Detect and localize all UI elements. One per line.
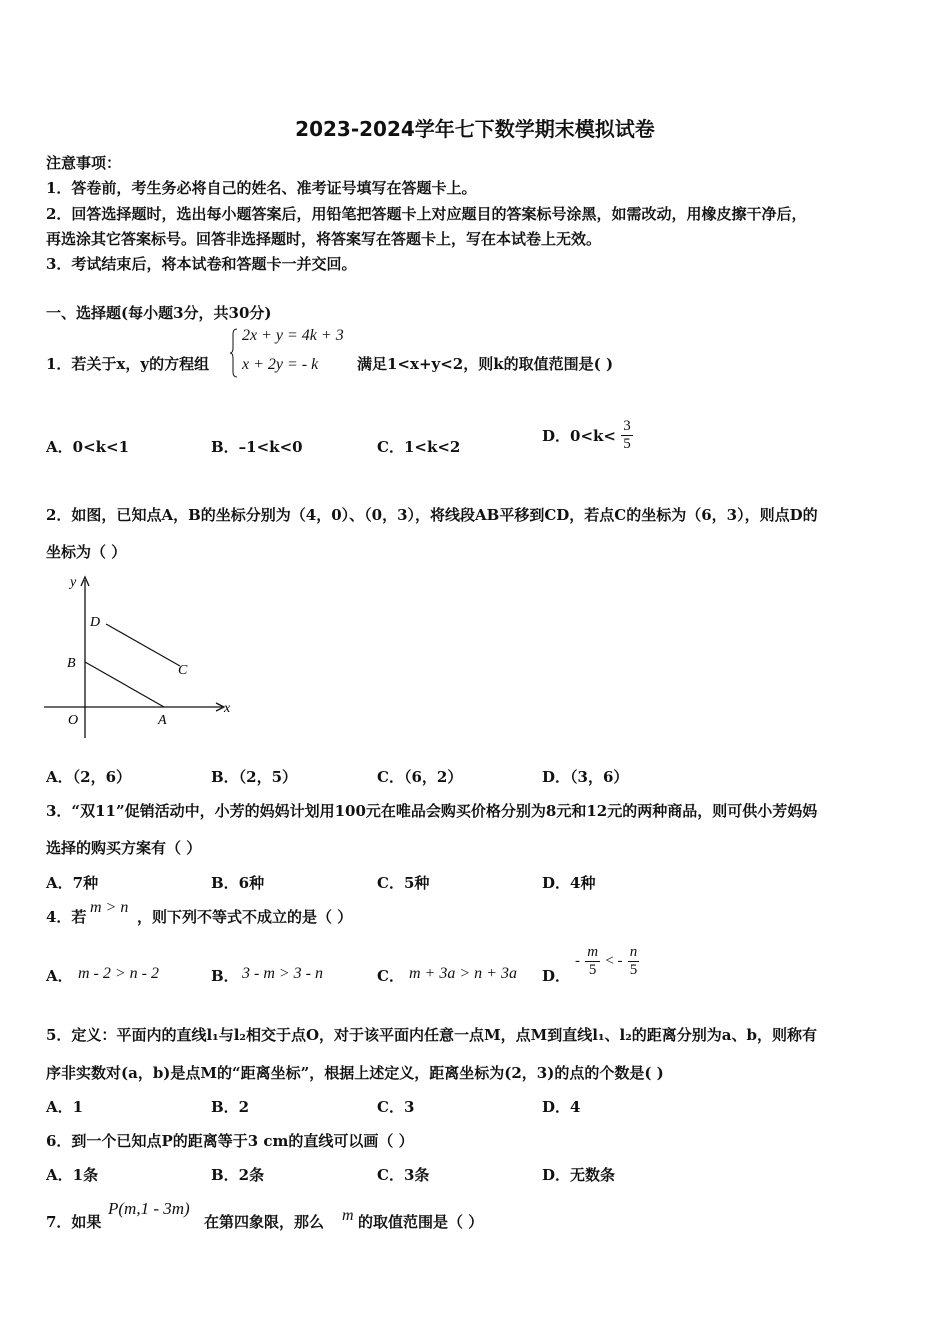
q6-option-d: D．无数条	[542, 1166, 616, 1184]
q6-option-c: C．3条	[377, 1166, 430, 1184]
segment-dc	[106, 624, 180, 666]
q4-option-d-label: D．	[542, 967, 571, 985]
q4-suffix: ，则下列不等式不成立的是（ ）	[137, 908, 353, 926]
q6-option-b: B．2条	[211, 1166, 265, 1184]
q1-suffix: 满足1<x+y<2，则k的取值范围是( )	[357, 355, 614, 373]
q1-equation-1: 2x + y = 4k + 3	[242, 327, 344, 344]
q3-option-a: A．7种	[46, 874, 99, 892]
q1-prefix: 1．若关于x，y的方程组	[46, 355, 210, 373]
q4-option-a-label: A．	[46, 967, 73, 985]
segment-ab	[85, 662, 164, 707]
q4-option-b-label: B．	[211, 967, 239, 985]
q5-line1: 5．定义：平面内的直线l₁与l₂相交于点O，对于该平面内任意一点M，点M到直线l₁、l₂的距离分别为a、b，则称有	[46, 1026, 817, 1044]
q3-option-d: D．4种	[542, 874, 596, 892]
q1-option-a: A．0<k<1	[46, 438, 130, 456]
q5-option-c: C．3	[377, 1098, 415, 1116]
minus-sign: -	[575, 953, 580, 969]
fraction-n-over-5: $\frac{n}{5}$	[629, 944, 638, 978]
point-a-label: A	[158, 713, 167, 728]
less-than-minus: < -	[605, 953, 623, 969]
q1-option-b: B．–1<k<0	[211, 438, 303, 456]
y-label: y	[70, 575, 77, 590]
q7-point: P(m,1 - 3m)	[108, 1199, 190, 1218]
q2-line2: 坐标为（ ）	[46, 543, 127, 561]
q4-prefix: 4．若	[46, 908, 87, 926]
q2-option-d: D．（3，6）	[542, 768, 629, 786]
q4-option-b-math: 3 - m > 3 - n	[242, 965, 324, 982]
q3-line1: 3．“双11”促销活动中，小芳的妈妈计划用100元在唯品会购买价格分别为8元和12元的两种商品，则可供小芳妈妈	[46, 802, 818, 820]
fraction-m-over-5: $\frac{m}{5}$	[587, 944, 599, 978]
q5-line2: 序非实数对(a，b)是点M的“距离坐标”，根据上述定义，距离坐标为(2，3)的点的个数是( )	[46, 1064, 664, 1082]
note-item: 2．回答选择题时，选出每小题答案后，用铅笔把答题卡上对应题目的答案标号涂黑，如需改动，用橡皮擦干净后，	[46, 205, 807, 223]
q4-option-a-math: m - 2 > n - 2	[78, 965, 160, 982]
q4-option-c-label: C．	[377, 967, 404, 985]
point-d-label: D	[90, 615, 101, 630]
q2-option-b: B．（2，5）	[211, 768, 298, 786]
q2-option-c: C．（6，2）	[377, 768, 463, 786]
q2-option-a: A．（2，6）	[46, 768, 132, 786]
section-header: 一、选择题(每小题3分，共30分)	[46, 304, 272, 322]
page-title: 2023-2024学年七下数学期末模拟试卷	[295, 117, 655, 141]
x-label: x	[224, 701, 231, 716]
q1-option-d-fraction: $\frac{3}{5}$	[623, 418, 631, 452]
q7-var: m	[342, 1207, 354, 1224]
q5-option-b: B．2	[211, 1098, 250, 1116]
q1-equation-2: x + 2y = - k	[242, 356, 319, 373]
q1-brace	[230, 328, 238, 378]
q7-middle: 在第四象限，那么	[204, 1213, 325, 1231]
q3-line2: 选择的购买方案有（ ）	[46, 839, 202, 857]
q3-option-b: B．6种	[211, 874, 265, 892]
q5-option-d: D．4	[542, 1098, 581, 1116]
origin-label: O	[68, 713, 79, 728]
q2-figure	[40, 572, 240, 744]
q7-prefix: 7．如果	[46, 1213, 102, 1231]
q1-option-d-prefix: D．0<k<	[542, 427, 616, 445]
q7-suffix: 的取值范围是（ ）	[358, 1213, 484, 1231]
q4-option-c-math: m + 3a > n + 3a	[409, 965, 517, 982]
q5-option-a: A．1	[46, 1098, 84, 1116]
q4-condition: m > n	[90, 899, 129, 916]
q3-option-c: C．5种	[377, 874, 430, 892]
brace-icon	[230, 328, 238, 378]
q6-option-a: A．1条	[46, 1166, 99, 1184]
notes-header: 注意事项：	[46, 154, 122, 172]
note-item: 1．答卷前，考生务必将自己的姓名、准考证号填写在答题卡上。	[46, 179, 477, 197]
q6-line1: 6．到一个已知点P的距离等于3 cm的直线可以画（ ）	[46, 1132, 414, 1150]
note-item: 再选涂其它答案标号。回答非选择题时，将答案写在答题卡上，写在本试卷上无效。	[46, 230, 602, 248]
q4-option-d-math	[575, 944, 639, 979]
point-b-label: B	[67, 656, 76, 671]
note-item: 3．考试结束后，将本试卷和答题卡一并交回。	[46, 255, 357, 273]
q1-option-d	[542, 418, 633, 453]
q2-line1: 2．如图，已知点A，B的坐标分别为（4，0）、（0，3），将线段AB平移到CD，若点C的坐标为（6，3），则点D的	[46, 506, 818, 524]
point-c-label: C	[178, 663, 188, 678]
q1-option-c: C．1<k<2	[377, 438, 461, 456]
